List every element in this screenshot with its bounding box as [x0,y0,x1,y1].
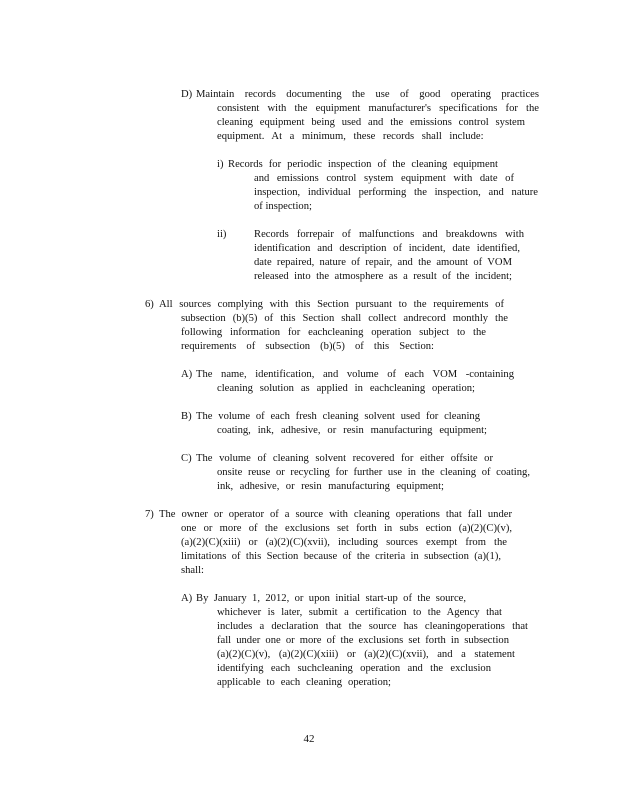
item-d-line-2: consistent with the equipment manufacturer's specifications for the [217,103,539,114]
item-6-line-4: requirements of subsection (b)(5) of this Section: [181,341,434,352]
sub-ii-line-4: released into the atmosphere as a result of the incident; [254,271,512,282]
sub-i-line-4: of inspection; [254,201,312,212]
sub-ii-marker: ii) [217,229,227,240]
item-6a-line-2: cleaning solution as applied in eachcleaning operation; [217,383,475,394]
item-6c-line-2: onsite reuse or recycling for further use in the cleaning of coating, [217,467,530,478]
item-7-line-2: one or more of the exclusions set forth in subs ection (a)(2)(C)(v), [181,523,512,534]
item-d-line-4: equipment. At a minimum, these records shall include: [217,131,484,142]
sub-i-line-1: Records for periodic inspection of the cleaning equipment [228,159,498,170]
item-6b-marker: B) [181,411,192,422]
item-d-line-1: Maintain records documenting the use of good operating practices [196,89,539,100]
item-7-marker: 7) [145,509,154,520]
item-7a-line-2: whichever is later, submit a certification to the Agency that [217,607,502,618]
sub-ii-line-1: Records forrepair of malfunctions and breakdowns with [254,229,524,240]
item-6c-line-3: ink, adhesive, or resin manufacturing equipment; [217,481,444,492]
item-7a-marker: A) [181,593,193,604]
page-number: 42 [303,733,315,745]
item-7-line-3: (a)(2)(C)(xiii) or (a)(2)(C)(xvii), including sources exempt from the [181,537,507,548]
item-d-line-3: cleaning equipment being used and the emissions control system [217,117,525,128]
item-6a-marker: A) [181,369,193,380]
item-6-marker: 6) [145,299,154,310]
item-6b-line-1: The volume of each fresh cleaning solvent used for cleaning [196,411,480,422]
sub-i-line-3: inspection, individual performing the inspection, and nature [254,187,538,198]
item-6c-line-1: The volume of cleaning solvent recovered for either offsite or [196,453,493,464]
item-7a-line-7: applicable to each cleaning operation; [217,677,391,688]
item-7a-line-4: fall under one or more of the exclusions set forth in subsection [217,635,509,646]
item-7a-line-3: includes a declaration that the source has cleaningoperations that [217,621,528,632]
item-6a-line-1: The name, identification, and volume of each VOM -containing [196,369,514,380]
item-6c-marker: C) [181,453,192,464]
item-6-line-3: following information for eachcleaning operation subject to the [181,327,486,338]
sub-ii-line-3: date repaired, nature of repair, and the amount of VOM [254,257,512,268]
item-6-line-1: All sources complying with this Section pursuant to the requirements of [159,299,504,310]
item-6-line-2: subsection (b)(5) of this Section shall collect andrecord monthly the [181,313,508,324]
sub-ii-line-2: identification and description of incident, date identified, [254,243,520,254]
item-7-line-4: limitations of this Section because of the criteria in subsection (a)(1), [181,551,501,562]
item-d-marker: D) [181,89,193,100]
item-6b-line-2: coating, ink, adhesive, or resin manufacturing equipment; [217,425,487,436]
item-7a-line-1: By January 1, 2012, or upon initial start-up of the source, [196,593,466,604]
item-7-line-5: shall: [181,565,204,576]
item-7a-line-6: identifying each suchcleaning operation and the exclusion [217,663,491,674]
item-7a-line-5: (a)(2)(C)(v), (a)(2)(C)(xiii) or (a)(2)(C)(xvii), and a statement [217,649,515,660]
sub-i-marker: i) [217,159,224,170]
sub-i-line-2: and emissions control system equipment with date of [254,173,514,184]
item-7-line-1: The owner or operator of a source with cleaning operations that fall under [159,509,512,520]
